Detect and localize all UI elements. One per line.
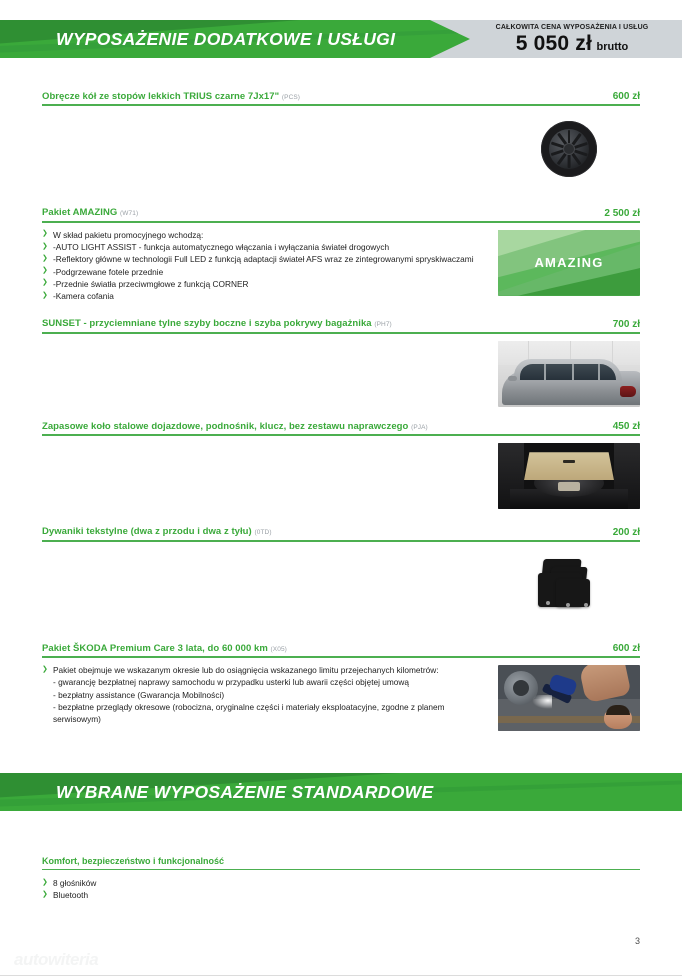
equipment-item bbox=[42, 91, 640, 185]
bullet-item: - gwarancję bezpłatnej naprawy samochodu w przypadku usterki lub awarii części objętej umową bbox=[53, 677, 410, 688]
item-name-text: Obręcze kół ze stopów lekkich TRIUS czarne 7Jx17" bbox=[42, 91, 280, 102]
item-bullets bbox=[42, 665, 498, 726]
item-price: 600 zł bbox=[612, 91, 640, 103]
banner-title: WYPOSAŻENIE DODATKOWE I USŁUGI bbox=[56, 28, 396, 49]
bullet-item: - bezpłatny assistance (Gwarancja Mobilności) bbox=[53, 689, 225, 700]
page-number: 3 bbox=[634, 936, 640, 946]
item-code: (PJA) bbox=[411, 423, 428, 431]
standard-equipment-list bbox=[0, 856, 682, 902]
item-price: 2 500 zł bbox=[604, 207, 640, 219]
bullet-item: ❯ -Podgrzewane fotele przednie bbox=[42, 267, 488, 279]
total-price-suffix: brutto bbox=[596, 41, 629, 53]
feature-item: ❯ 8 głośników bbox=[42, 878, 640, 890]
bullet-item: ❯ -Reflektory główne w technologii Full LED z funkcją adaptacji świateł AFS wraz ze zintegrowanymi spryskiwaczami bbox=[42, 254, 488, 266]
bullet-item: ❯ Pakiet obejmuje we wskazanym okresie lub do osiągnięcia wskazanego limitu przejechanych kilometrów: bbox=[42, 665, 488, 677]
hub-shape bbox=[563, 143, 575, 155]
item-price: 600 zł bbox=[612, 643, 640, 655]
item-bullets bbox=[42, 230, 498, 304]
item-body bbox=[42, 658, 640, 731]
item-body bbox=[42, 223, 640, 304]
item-name bbox=[42, 318, 392, 329]
item-code: (0TD) bbox=[254, 529, 272, 537]
item-price: 200 zł bbox=[612, 526, 640, 538]
item-name-text: Zapasowe koło stalowe dojazdowe, podnośnik, klucz, bez zestawu naprawczego bbox=[42, 420, 409, 432]
item-name bbox=[42, 91, 300, 102]
equipment-item bbox=[42, 207, 640, 303]
item-body bbox=[42, 334, 640, 407]
item-header bbox=[42, 91, 640, 106]
bullet-item: ❯ -AUTO LIGHT ASSIST - funkcja automatycznego włączania i wyłączania świateł drogowych bbox=[42, 242, 488, 254]
equipment-list bbox=[0, 91, 682, 731]
item-price: 700 zł bbox=[612, 318, 640, 330]
item-name bbox=[42, 526, 272, 537]
item-image bbox=[498, 665, 640, 731]
item-name-text: Pakiet ŠKODA Premium Care 3 lata, do 60 000 km bbox=[42, 642, 268, 654]
alloy-wheel-photo bbox=[498, 113, 640, 185]
standard-features bbox=[42, 878, 640, 902]
item-image bbox=[498, 341, 640, 407]
service-technician-photo bbox=[498, 665, 640, 731]
item-body bbox=[42, 436, 640, 509]
equipment-item bbox=[42, 318, 640, 406]
standard-subheading: Komfort, bezpieczeństwo i funkcjonalność bbox=[42, 856, 640, 870]
item-code: (PH7) bbox=[374, 321, 392, 329]
item-code: (X05) bbox=[270, 645, 287, 653]
total-price-value bbox=[516, 33, 629, 54]
standard-equipment-banner bbox=[0, 773, 682, 811]
bullet-item: ❯ -Kamera cofania bbox=[42, 291, 488, 303]
tinted-rear-windows-photo bbox=[498, 341, 640, 407]
item-body bbox=[42, 542, 640, 621]
watermark: autowiteria bbox=[14, 950, 99, 969]
bullet-item: ❯ -Przednie światła przeciwmgłowe z funkcją CORNER bbox=[42, 279, 488, 291]
item-code: (PCS) bbox=[281, 94, 301, 101]
item-image bbox=[498, 549, 640, 621]
textile-floor-mats-photo bbox=[498, 549, 640, 621]
amazing-package-logo bbox=[498, 230, 640, 296]
equipment-item bbox=[42, 526, 640, 620]
item-image bbox=[498, 113, 640, 185]
bullet-item: ❯ W skład pakietu promocyjnego wchodzą: bbox=[42, 230, 488, 242]
total-price-box bbox=[462, 20, 682, 58]
total-price-caption: CAŁKOWITA CENA WYPOSAŻENIA I USŁUG bbox=[495, 24, 649, 31]
item-header bbox=[42, 207, 640, 222]
banner2-title: WYBRANE WYPOSAŻENIE STANDARDOWE bbox=[56, 781, 434, 802]
item-name-text: SUNSET - przyciemniane tylne szyby boczne i szyba pokrywy bagażnika bbox=[42, 318, 372, 330]
item-name-text: Dywaniki tekstylne (dwa z przodu i dwa z tyłu) bbox=[42, 526, 252, 538]
item-name bbox=[42, 421, 428, 432]
equipment-item bbox=[42, 421, 640, 509]
feature-item: ❯ Bluetooth bbox=[42, 890, 640, 902]
item-header bbox=[42, 526, 640, 541]
item-image bbox=[498, 443, 640, 509]
item-name bbox=[42, 207, 138, 218]
bullet-item: - bezpłatne przeglądy okresowe (robocizna, oryginalne części i materiały eksploatacyjne, zgodne z planem serwisowym) bbox=[53, 701, 445, 724]
total-price-amount: 5 050 zł bbox=[515, 32, 593, 55]
item-code: (W71) bbox=[120, 210, 139, 218]
item-image bbox=[498, 230, 640, 296]
item-header bbox=[42, 643, 640, 658]
item-body bbox=[42, 106, 640, 185]
item-name bbox=[42, 643, 287, 654]
item-name-text: Pakiet AMAZING bbox=[42, 207, 118, 219]
spare-wheel-boot-photo bbox=[498, 443, 640, 509]
item-header bbox=[42, 318, 640, 333]
item-price: 450 zł bbox=[612, 421, 640, 433]
item-header bbox=[42, 421, 640, 436]
equipment-item bbox=[42, 643, 640, 731]
additional-equipment-banner bbox=[0, 20, 682, 58]
amazing-logo-text: AMAZING bbox=[534, 255, 604, 271]
